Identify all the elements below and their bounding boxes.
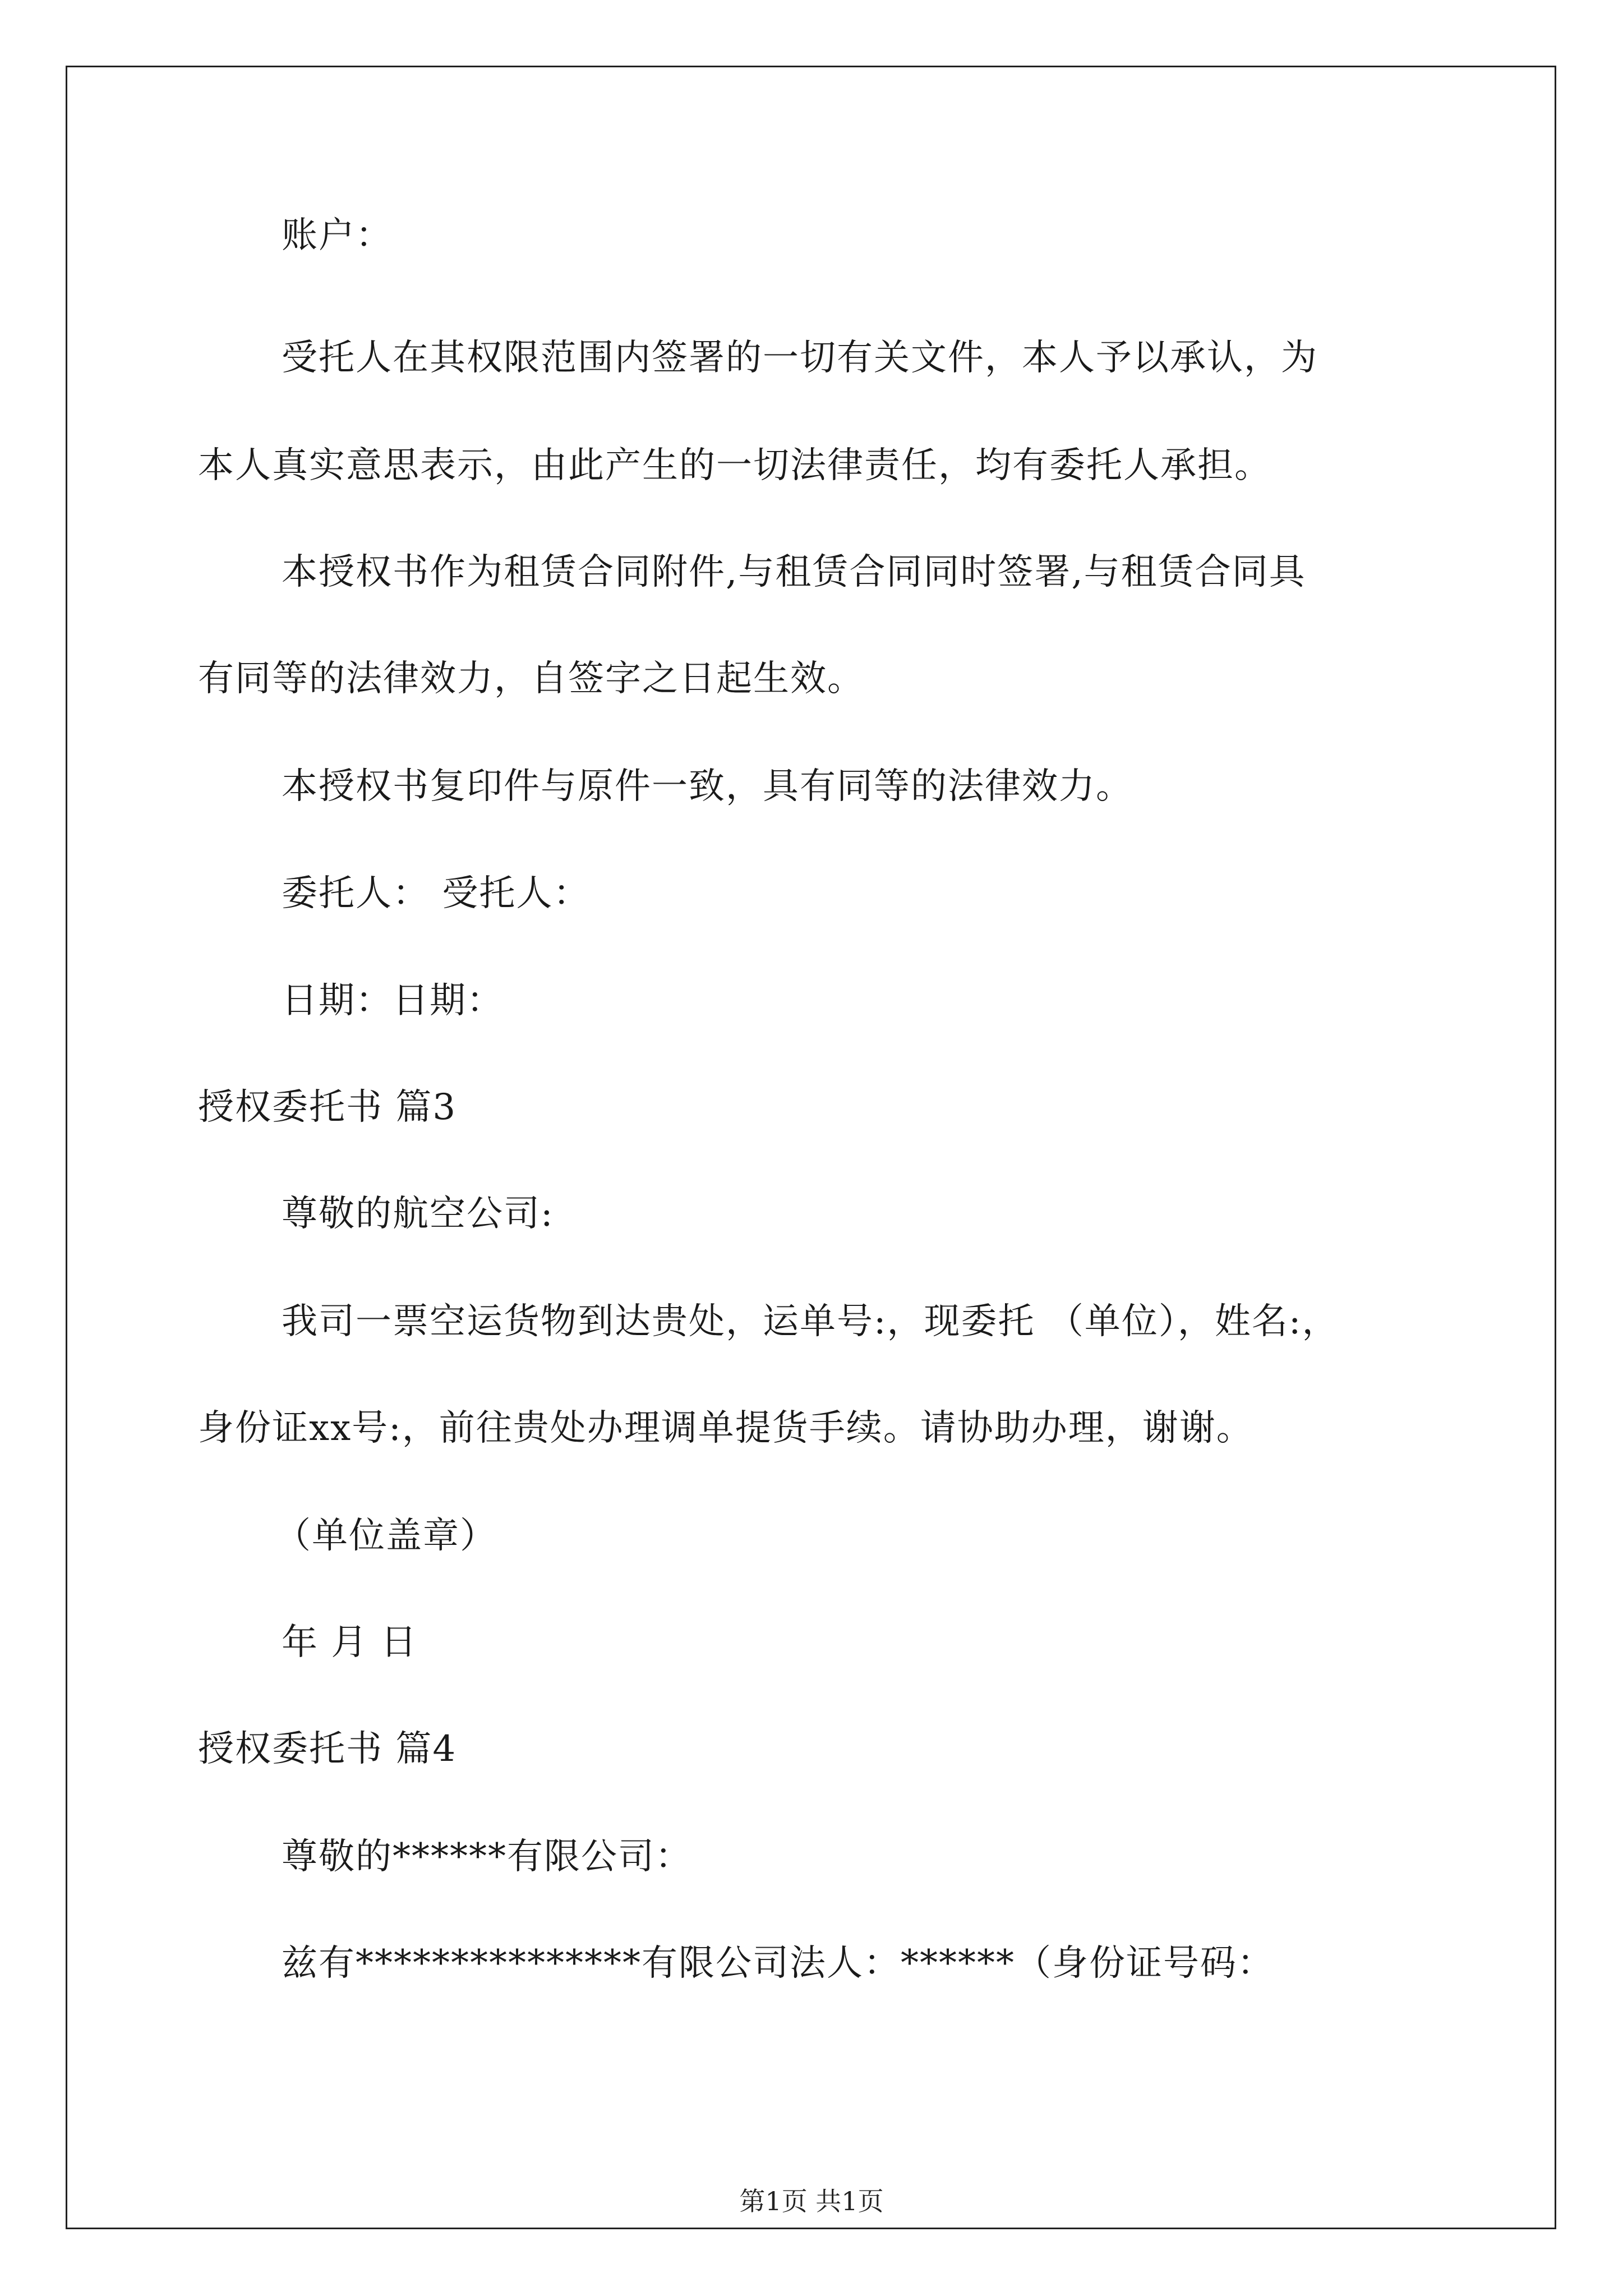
paragraph-cargo-pickup-cont: 身份证xx号:，前往贵处办理调单提货手续。请协助办理，谢谢。 [198, 1407, 1253, 1449]
section-heading-4: 授权委托书 篇4 [198, 1728, 457, 1770]
paragraph-lease-attachment: 本授权书作为租赁合同附件,与租赁合同同时签署,与租赁合同具 [282, 551, 1306, 593]
signature-dates: 日期：日期： [282, 980, 504, 1022]
paragraph-lease-attachment-cont: 有同等的法律效力，自签字之日起生效。 [198, 658, 864, 700]
signature-principal-agent: 委托人： 受托人： [282, 873, 591, 914]
company-seal-note: （单位盖章） [275, 1515, 497, 1557]
paragraph-account: 账户： [282, 215, 393, 256]
paragraph-legal-representative: 兹有***************有限公司法人：******（身份证号码： [282, 1943, 1274, 1984]
paragraph-copy-validity: 本授权书复印件与原件一致，具有同等的法律效力。 [282, 766, 1133, 807]
paragraph-agent-acknowledgement-cont: 本人真实意思表示，由此产生的一切法律责任，均有委托人承担。 [198, 445, 1271, 486]
paragraph-cargo-pickup: 我司一票空运货物到达贵处，运单号:，现委托 （单位），姓名:， [282, 1301, 1339, 1342]
paragraph-agent-acknowledgement: 受托人在其权限范围内签署的一切有关文件，本人予以承认，为 [282, 337, 1318, 379]
date-line: 年 月 日 [282, 1622, 418, 1663]
salutation-airline: 尊敬的航空公司: [282, 1193, 554, 1235]
page-footer: 第1页 共1页 [739, 2186, 884, 2216]
page-border [66, 66, 1556, 2229]
section-heading-3: 授权委托书 篇3 [198, 1087, 457, 1128]
salutation-company: 尊敬的******有限公司： [282, 1836, 692, 1878]
